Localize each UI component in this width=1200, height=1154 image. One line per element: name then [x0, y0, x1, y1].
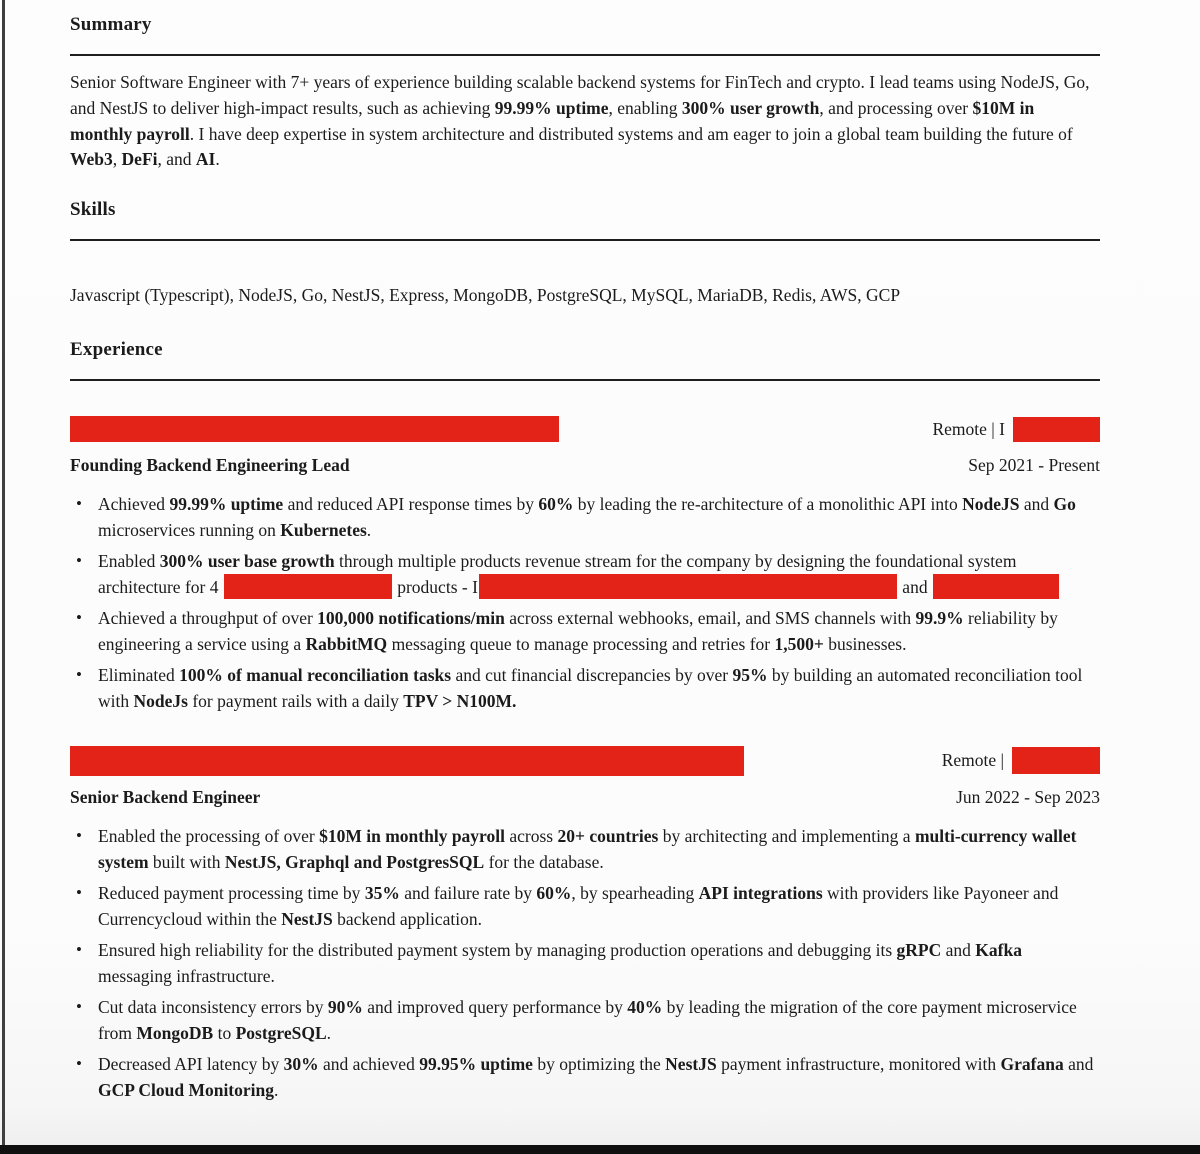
- summary-paragraph: Senior Software Engineer with 7+ years of experience building scalable backend systems for FinTech and crypto. I lead teams using NodeJS, Go, and NestJS to deliver high-impact results, such as achieving 99.99% uptime, enabling 300% user growth, and processing over $10M in monthly payroll. I have deep expertise in system architecture and distributed systems and am eager to join a global team building the future of Web3, DeFi, and AI.: [70, 72, 1090, 170]
- job-title: Senior Backend Engineer: [70, 786, 261, 807]
- job-location-text: Remote | I: [932, 418, 1005, 439]
- skills-section: [70, 199, 1100, 309]
- skills-list: Javascript (Typescript), NodeJS, Go, NestJS, Express, MongoDB, PostgreSQL, MySQL, MariaDB, Redis, AWS, GCP: [70, 285, 901, 306]
- job-meta-row: [70, 415, 1100, 444]
- section-rule: [70, 379, 1100, 381]
- experience-bullet: • Decreased API latency by 30% and achieved 99.95% uptime by optimizing the NestJS payment infrastructure, monitored with Grafana and GCP Cloud Monitoring.: [98, 1051, 1100, 1103]
- redacted-text: [224, 574, 392, 599]
- section-rule: [70, 54, 1100, 56]
- page-left-edge: [2, 0, 5, 1146]
- job-meta-row: [70, 746, 1100, 776]
- summary-section: [70, 14, 1100, 173]
- job-title: Founding Backend Engineering Lead: [70, 454, 350, 475]
- job-title-row: [70, 455, 1100, 476]
- company-name-redaction: [70, 746, 744, 776]
- redacted-text: [933, 574, 1059, 599]
- jobs-container: [70, 415, 1100, 1103]
- experience-bullet: • Enabled 300% user base growth through multiple products revenue stream for the company by designing the foundational system architecture for 4 products - I and: [98, 548, 1100, 600]
- summary-heading: Summary: [70, 14, 152, 35]
- experience-bullet: • Achieved a throughput of over 100,000 notifications/min across external webhooks, email, and SMS channels with 99.9% reliability by engineering a service using a RabbitMQ messaging queue to manage processing and retries for 1,500+ businesses.: [98, 605, 1100, 657]
- job-dates: Sep 2021 - Present: [968, 454, 1100, 475]
- location-redaction: [1012, 747, 1100, 774]
- experience-bullet: • Enabled the processing of over $10M in monthly payroll across 20+ countries by architecting and implementing a multi-currency wallet system built with NestJS, Graphql and PostgresSQL for the database.: [98, 823, 1100, 875]
- resume-content: [70, 0, 1100, 1103]
- redacted-text: [479, 574, 897, 599]
- job-bullets: [70, 491, 1100, 714]
- job-location: [932, 417, 1100, 442]
- experience-entry: [70, 415, 1100, 714]
- job-title-row: [70, 787, 1100, 808]
- job-location-text: Remote |: [941, 750, 1004, 771]
- experience-bullet: • Eliminated 100% of manual reconciliation tasks and cut financial discrepancies by over 95% by building an automated reconciliation tool with NodeJs for payment rails with a daily TPV > N100M.: [98, 662, 1100, 714]
- section-rule: [70, 239, 1100, 241]
- page-bottom-edge: [0, 1145, 1200, 1154]
- experience-bullet: • Reduced payment processing time by 35% and failure rate by 60%, by spearheading API integrations with providers like Payoneer and Currencycloud within the NestJS backend application.: [98, 880, 1100, 932]
- experience-bullet: • Ensured high reliability for the distributed payment system by managing production operations and debugging its gRPC and Kafka messaging infrastructure.: [98, 937, 1100, 989]
- experience-heading: Experience: [70, 338, 163, 360]
- experience-bullet: • Achieved 99.99% uptime and reduced API response times by 60% by leading the re-architecture of a monolithic API into NodeJS and Go microservices running on Kubernetes.: [98, 491, 1100, 543]
- job-bullets: [70, 823, 1100, 1103]
- job-dates: Jun 2022 - Sep 2023: [956, 786, 1100, 807]
- job-location: [942, 747, 1100, 774]
- experience-entry: [70, 746, 1100, 1103]
- experience-section: [70, 339, 1100, 1103]
- experience-bullet: • Cut data inconsistency errors by 90% and improved query performance by 40% by leading the migration of the core payment microservice from MongoDB to PostgreSQL.: [98, 994, 1100, 1046]
- location-redaction: [1013, 417, 1100, 442]
- skills-heading: Skills: [70, 199, 116, 221]
- company-name-redaction: [70, 416, 559, 442]
